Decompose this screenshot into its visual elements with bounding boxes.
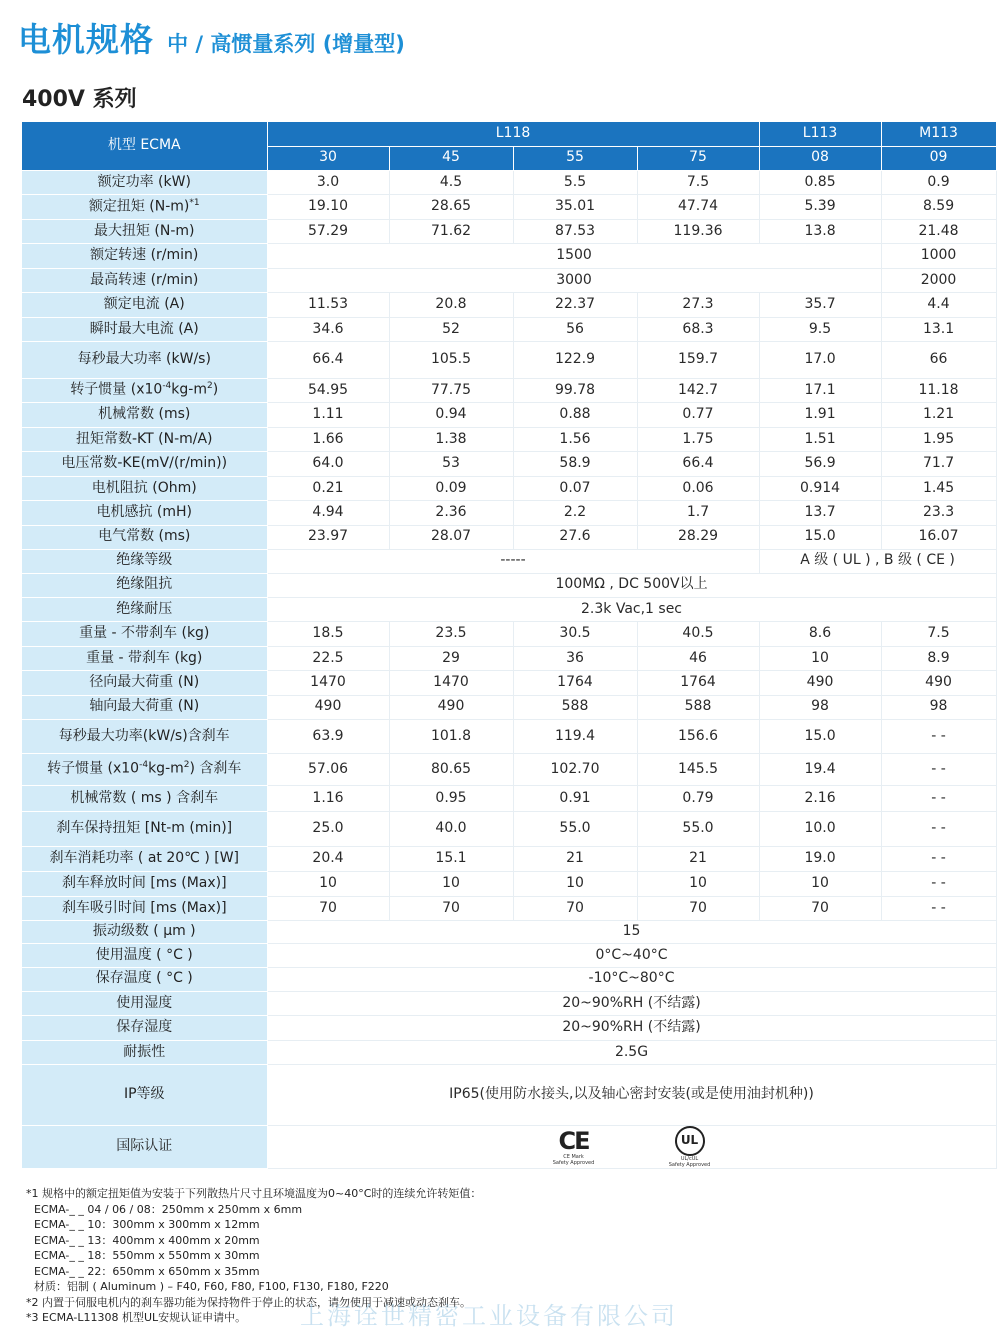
table-cell: 13.1 bbox=[881, 317, 996, 342]
table-cell: - - bbox=[881, 754, 996, 786]
table-cell: 1.16 bbox=[267, 786, 389, 812]
row-label: 电机感抗 (mH) bbox=[22, 501, 267, 526]
table-row bbox=[22, 427, 996, 452]
table-cell: 0.94 bbox=[389, 403, 513, 428]
cert-symbol: UL bbox=[675, 1126, 705, 1156]
table-row bbox=[22, 786, 996, 812]
cert-caption: Safety Approved bbox=[668, 1162, 711, 1168]
table-cell: 1.51 bbox=[759, 427, 881, 452]
table-cell: - - bbox=[881, 872, 996, 897]
table-cell: 40.5 bbox=[637, 622, 759, 647]
row-label: 电压常数-KE(mV/(r/min)) bbox=[22, 452, 267, 477]
table-cell: 70 bbox=[267, 897, 389, 921]
table-cell: 1.11 bbox=[267, 403, 389, 428]
table-cell: 64.0 bbox=[267, 452, 389, 477]
title-sub: 中 / 高惯量系列 (增量型) bbox=[167, 32, 405, 56]
table-row bbox=[22, 525, 996, 549]
table-row bbox=[22, 754, 996, 786]
table-cell: 71.7 bbox=[881, 452, 996, 477]
table-cell: 66.4 bbox=[637, 452, 759, 477]
table-row bbox=[22, 695, 996, 719]
model-label: 机型 ECMA bbox=[22, 122, 267, 170]
row-label: 使用温度 ( °C ) bbox=[22, 944, 267, 968]
table-cell: 2.16 bbox=[759, 786, 881, 812]
table-cell: 1500 bbox=[267, 244, 881, 269]
row-label: IP等级 bbox=[22, 1065, 267, 1126]
table-cell: 0.09 bbox=[389, 476, 513, 501]
table-cell: 122.9 bbox=[513, 342, 637, 379]
table-row bbox=[22, 1040, 996, 1065]
row-label: 轴向最大荷重 (N) bbox=[22, 695, 267, 719]
table-cell: 11.53 bbox=[267, 293, 389, 318]
footnote-line: ECMA-_ _ 13：400mm x 400mm x 20mm bbox=[34, 1233, 260, 1247]
table-cell: 17.1 bbox=[759, 378, 881, 403]
table-cell: - - bbox=[881, 786, 996, 812]
table-cell: 70 bbox=[513, 897, 637, 921]
table-cell: 10 bbox=[389, 872, 513, 897]
row-label: 电气常数 (ms) bbox=[22, 525, 267, 549]
table-cell: - - bbox=[881, 812, 996, 847]
footnote-line: ECMA-_ _ 04 / 06 / 08：250mm x 250mm x 6mm bbox=[34, 1202, 303, 1216]
footnote-line: ECMA-_ _ 22：650mm x 650mm x 35mm bbox=[34, 1264, 260, 1278]
table-row bbox=[22, 501, 996, 526]
table-cell: 20.8 bbox=[389, 293, 513, 318]
table-cell: 7.5 bbox=[881, 622, 996, 647]
table-row bbox=[22, 1065, 996, 1126]
table-cell: 35.7 bbox=[759, 293, 881, 318]
table-cell: 588 bbox=[637, 695, 759, 719]
table-cell: 8.59 bbox=[881, 195, 996, 220]
table-cell: 29 bbox=[389, 646, 513, 671]
table-cell: 54.95 bbox=[267, 378, 389, 403]
table-cell: 1.95 bbox=[881, 427, 996, 452]
table-cell: 47.74 bbox=[637, 195, 759, 220]
table-cell: 34.6 bbox=[267, 317, 389, 342]
row-label: 绝缘等级 bbox=[22, 549, 267, 573]
table-cell: 490 bbox=[881, 671, 996, 696]
table-cell: 19.0 bbox=[759, 847, 881, 872]
row-label: 电机阻抗 (Ohm) bbox=[22, 476, 267, 501]
table-row bbox=[22, 991, 996, 1016]
row-label: 刹车保持扭矩 [Nt-m (min)] bbox=[22, 812, 267, 847]
table-cell: 5.5 bbox=[513, 170, 637, 195]
row-label: 扭矩常数-KT (N-m/A) bbox=[22, 427, 267, 452]
table-cell: 15 bbox=[267, 920, 996, 944]
table-cell: 70 bbox=[759, 897, 881, 921]
footnote-line: ECMA-_ _ 18：550mm x 550mm x 30mm bbox=[34, 1249, 260, 1262]
table-cell: 0.79 bbox=[637, 786, 759, 812]
table-cell: 100MΩ , DC 500V以上 bbox=[267, 573, 996, 597]
table-cell: 9.5 bbox=[759, 317, 881, 342]
table-row bbox=[22, 378, 996, 403]
table-cell: 22.37 bbox=[513, 293, 637, 318]
table-cell: 0.95 bbox=[389, 786, 513, 812]
table-cell: 4.5 bbox=[389, 170, 513, 195]
table-cell: 57.06 bbox=[267, 754, 389, 786]
table-cell: 20.4 bbox=[267, 847, 389, 872]
table-cell: - - bbox=[881, 719, 996, 754]
table-cell: 21 bbox=[513, 847, 637, 872]
table-cell: 490 bbox=[267, 695, 389, 719]
table-row bbox=[22, 219, 996, 244]
table-cell: 99.78 bbox=[513, 378, 637, 403]
table-cell: 1.66 bbox=[267, 427, 389, 452]
table-cell: 57.29 bbox=[267, 219, 389, 244]
cert-caption: UL/cUL bbox=[680, 1156, 699, 1162]
table-cell: 1000 bbox=[881, 244, 996, 269]
table-cell: 5.39 bbox=[759, 195, 881, 220]
table-cell: 2000 bbox=[881, 268, 996, 293]
table-cell: 56 bbox=[513, 317, 637, 342]
table-row bbox=[22, 573, 996, 597]
row-label: 额定转速 (r/min) bbox=[22, 244, 267, 269]
ce-mark-icon bbox=[544, 1128, 604, 1166]
table-cell: 71.62 bbox=[389, 219, 513, 244]
model-subheader: 30 bbox=[267, 146, 389, 170]
model-subheader: 55 bbox=[513, 146, 637, 170]
table-row bbox=[22, 967, 996, 991]
table-cell: 1764 bbox=[637, 671, 759, 696]
exponent: -4 bbox=[162, 381, 172, 392]
table-cell: 20~90%RH (不结露) bbox=[267, 991, 996, 1016]
company-watermark: 上海诠世精密工业设备有限公司 bbox=[300, 1302, 678, 1330]
table-cell: 11.18 bbox=[881, 378, 996, 403]
table-cell: 0.06 bbox=[637, 476, 759, 501]
group-header-l113: L113 bbox=[759, 122, 881, 146]
table-cell: 23.97 bbox=[267, 525, 389, 549]
group-header-l118: L118 bbox=[267, 122, 759, 146]
table-cell: 1470 bbox=[389, 671, 513, 696]
ul-mark-icon bbox=[660, 1126, 720, 1168]
table-cell: 53 bbox=[389, 452, 513, 477]
table-cell: 66 bbox=[881, 342, 996, 379]
table-row bbox=[22, 549, 996, 573]
table-cell: 0.21 bbox=[267, 476, 389, 501]
model-subheader: 08 bbox=[759, 146, 881, 170]
group-header-m113: M113 bbox=[881, 122, 996, 146]
table-cell: 21.48 bbox=[881, 219, 996, 244]
table-cell: 35.01 bbox=[513, 195, 637, 220]
row-label-text: kg-m bbox=[171, 381, 207, 398]
row-label: 重量 - 不带刹车 (kg) bbox=[22, 622, 267, 647]
row-label: 额定功率 (kW) bbox=[22, 170, 267, 195]
title-main: 电机规格 bbox=[18, 20, 154, 59]
table-cell: 0.91 bbox=[513, 786, 637, 812]
table-cell: IP65(使用防水接头,以及轴心密封安装(或是使用油封机种)) bbox=[267, 1065, 996, 1126]
table-cell: ----- bbox=[267, 549, 759, 573]
table-cell: 490 bbox=[389, 695, 513, 719]
table-row bbox=[22, 719, 996, 754]
table-cell: 28.29 bbox=[637, 525, 759, 549]
table-row bbox=[22, 268, 996, 293]
footnote-line: *2 内置于伺服电机内的刹车器功能为保持物件于停止的状态，请勿使用于减速或动态刹车。 bbox=[26, 1295, 471, 1309]
table-row bbox=[22, 244, 996, 269]
table-cell: - - bbox=[881, 847, 996, 872]
series-heading: 400V 系列 bbox=[22, 87, 137, 112]
table-cell: 25.0 bbox=[267, 812, 389, 847]
row-label: 重量 - 带刹车 (kg) bbox=[22, 646, 267, 671]
table-row bbox=[22, 170, 996, 195]
table-cell: 1.75 bbox=[637, 427, 759, 452]
table-row bbox=[22, 317, 996, 342]
table-cell: 0.85 bbox=[759, 170, 881, 195]
table-row bbox=[22, 342, 996, 379]
row-label: 刹车消耗功率 ( at 20℃ ) [W] bbox=[22, 847, 267, 872]
table-cell: 142.7 bbox=[637, 378, 759, 403]
model-subheader: 45 bbox=[389, 146, 513, 170]
table-cell: 28.65 bbox=[389, 195, 513, 220]
table-cell: 68.3 bbox=[637, 317, 759, 342]
row-label: 机械常数 (ms) bbox=[22, 403, 267, 428]
table-row bbox=[22, 1016, 996, 1041]
table-cell: 10.0 bbox=[759, 812, 881, 847]
exponent: -4 bbox=[139, 760, 149, 771]
table-row bbox=[22, 597, 996, 622]
table-cell: 52 bbox=[389, 317, 513, 342]
table-cell: 20~90%RH (不结露) bbox=[267, 1016, 996, 1041]
table-cell: 7.5 bbox=[637, 170, 759, 195]
row-label: 保存温度 ( °C ) bbox=[22, 967, 267, 991]
table-row bbox=[22, 476, 996, 501]
table-row bbox=[22, 671, 996, 696]
footnote-line: *3 ECMA-L11308 机型UL安规认证申请中。 bbox=[26, 1311, 247, 1324]
table-cell: 588 bbox=[513, 695, 637, 719]
table-row bbox=[22, 872, 996, 897]
table-cell: 87.53 bbox=[513, 219, 637, 244]
table-cell: 4.4 bbox=[881, 293, 996, 318]
table-cell: 1764 bbox=[513, 671, 637, 696]
table-cell: 58.9 bbox=[513, 452, 637, 477]
table-cell: 70 bbox=[389, 897, 513, 921]
table-cell: 0.07 bbox=[513, 476, 637, 501]
row-label-text: 转子惯量 (x10 bbox=[47, 761, 140, 778]
table-cell: 3000 bbox=[267, 268, 881, 293]
row-label: 保存湿度 bbox=[22, 1016, 267, 1041]
table-cell: 10 bbox=[513, 872, 637, 897]
table-cell: 23.5 bbox=[389, 622, 513, 647]
table-cell: 102.70 bbox=[513, 754, 637, 786]
footnote-mark: *1 bbox=[189, 197, 200, 208]
table-cell: 98 bbox=[759, 695, 881, 719]
row-label: 耐振性 bbox=[22, 1040, 267, 1065]
row-label: 绝缘阻抗 bbox=[22, 573, 267, 597]
row-label-text: 转子惯量 (x10 bbox=[70, 381, 163, 398]
row-label: 振动级数 ( μm ) bbox=[22, 920, 267, 944]
table-cell: -10°C~80°C bbox=[267, 967, 996, 991]
table-row bbox=[22, 195, 996, 220]
table-cell: 1.91 bbox=[759, 403, 881, 428]
table-cell: 80.65 bbox=[389, 754, 513, 786]
table-cell: 46 bbox=[637, 646, 759, 671]
table-cell: 55.0 bbox=[513, 812, 637, 847]
table-cell: 105.5 bbox=[389, 342, 513, 379]
row-label: 刹车吸引时间 [ms (Max)] bbox=[22, 897, 267, 921]
table-cell: 2.2 bbox=[513, 501, 637, 526]
row-label: 每秒最大功率 (kW/s) bbox=[22, 342, 267, 379]
table-cell: 22.5 bbox=[267, 646, 389, 671]
table-row bbox=[22, 403, 996, 428]
table-cell: 159.7 bbox=[637, 342, 759, 379]
table-cell: 55.0 bbox=[637, 812, 759, 847]
footnote-line: ECMA-_ _ 10：300mm x 300mm x 12mm bbox=[34, 1218, 260, 1231]
table-cell: 70 bbox=[637, 897, 759, 921]
row-label: 最高转速 (r/min) bbox=[22, 268, 267, 293]
model-subheader: 75 bbox=[637, 146, 759, 170]
row-label: 刹车释放时间 [ms (Max)] bbox=[22, 872, 267, 897]
table-row bbox=[22, 847, 996, 872]
table-cell: 119.4 bbox=[513, 719, 637, 754]
table-cell: 490 bbox=[759, 671, 881, 696]
table-cell: 156.6 bbox=[637, 719, 759, 754]
table-cell: 2.5G bbox=[267, 1040, 996, 1065]
row-label: 机械常数 ( ms ) 含刹车 bbox=[22, 786, 267, 812]
row-label: 使用湿度 bbox=[22, 991, 267, 1016]
table-row bbox=[22, 1126, 996, 1169]
row-label-text: kg-m bbox=[148, 761, 184, 778]
table-cell: 1470 bbox=[267, 671, 389, 696]
table-cell: 8.6 bbox=[759, 622, 881, 647]
table-cell: 40.0 bbox=[389, 812, 513, 847]
table-cell: 1.56 bbox=[513, 427, 637, 452]
table-cell: 10 bbox=[759, 646, 881, 671]
table-cell: 27.3 bbox=[637, 293, 759, 318]
table-cell: 19.10 bbox=[267, 195, 389, 220]
table-row bbox=[22, 944, 996, 968]
table-cell: 10 bbox=[267, 872, 389, 897]
table-cell: 145.5 bbox=[637, 754, 759, 786]
table-cell: 0°C~40°C bbox=[267, 944, 996, 968]
table-cell: - - bbox=[881, 897, 996, 921]
table-cell: 63.9 bbox=[267, 719, 389, 754]
cert-caption: CE Mark bbox=[563, 1154, 584, 1161]
table-row bbox=[22, 622, 996, 647]
model-subheader: 09 bbox=[881, 146, 996, 170]
table-cell: 19.4 bbox=[759, 754, 881, 786]
table-cell: 27.6 bbox=[513, 525, 637, 549]
table-row bbox=[22, 897, 996, 921]
table-cell: 36 bbox=[513, 646, 637, 671]
table-cell: 2.36 bbox=[389, 501, 513, 526]
table-row bbox=[22, 452, 996, 477]
row-label: 最大扭矩 (N-m) bbox=[22, 219, 267, 244]
table-cell: 28.07 bbox=[389, 525, 513, 549]
table-cell: 23.3 bbox=[881, 501, 996, 526]
table-cell: 1.7 bbox=[637, 501, 759, 526]
footnote-line: 材质：铝制 ( Aluminum ) – F40, F60, F80, F100, F130, F180, F220 bbox=[34, 1280, 389, 1293]
table-row bbox=[22, 646, 996, 671]
row-label bbox=[22, 754, 267, 786]
table-cell: 13.7 bbox=[759, 501, 881, 526]
table-row bbox=[22, 812, 996, 847]
spec-table bbox=[22, 122, 997, 1169]
table-cell: 17.0 bbox=[759, 342, 881, 379]
table-cell: 2.3k Vac,1 sec bbox=[267, 597, 996, 622]
cert-caption: Safety Approved bbox=[552, 1160, 595, 1167]
row-label bbox=[22, 378, 267, 403]
table-cell: 15.0 bbox=[759, 719, 881, 754]
table-cell: 56.9 bbox=[759, 452, 881, 477]
table-cell: 0.88 bbox=[513, 403, 637, 428]
row-label: 径向最大荷重 (N) bbox=[22, 671, 267, 696]
table-cell: 1.38 bbox=[389, 427, 513, 452]
footnote-line: *1 规格中的额定扭矩值为安装于下列散热片尺寸且环境温度为0~40°C时的连续允许转矩值： bbox=[26, 1187, 482, 1200]
table-cell: 1.45 bbox=[881, 476, 996, 501]
table-row bbox=[22, 293, 996, 318]
table-cell: 77.75 bbox=[389, 378, 513, 403]
row-label-text: 额定扭矩 (N-m) bbox=[88, 198, 190, 215]
table-cell: 98 bbox=[881, 695, 996, 719]
table-cell: 13.8 bbox=[759, 219, 881, 244]
table-cell: 66.4 bbox=[267, 342, 389, 379]
row-label-text: ) 含刹车 bbox=[189, 761, 242, 778]
exponent: 2 bbox=[183, 760, 190, 771]
table-cell: 21 bbox=[637, 847, 759, 872]
table-cell: 119.36 bbox=[637, 219, 759, 244]
table-cell: 10 bbox=[759, 872, 881, 897]
table-cell: 0.914 bbox=[759, 476, 881, 501]
row-label: 绝缘耐压 bbox=[22, 597, 267, 622]
table-cell: 1.21 bbox=[881, 403, 996, 428]
exponent: 2 bbox=[206, 381, 213, 392]
cert-cell bbox=[267, 1126, 996, 1169]
table-cell: A 级 ( UL ) , B 级 ( CE ) bbox=[759, 549, 996, 573]
table-cell: 101.8 bbox=[389, 719, 513, 754]
row-label: 瞬时最大电流 (A) bbox=[22, 317, 267, 342]
table-cell: 30.5 bbox=[513, 622, 637, 647]
row-label-text: ) bbox=[212, 381, 219, 398]
table-cell: 3.0 bbox=[267, 170, 389, 195]
table-row bbox=[22, 920, 996, 944]
row-label: 国际认证 bbox=[22, 1126, 267, 1169]
row-label: 每秒最大功率(kW/s)含刹车 bbox=[22, 719, 267, 754]
row-label bbox=[22, 195, 267, 220]
table-cell: 8.9 bbox=[881, 646, 996, 671]
table-cell: 10 bbox=[637, 872, 759, 897]
page-title bbox=[18, 14, 405, 61]
table-cell: 16.07 bbox=[881, 525, 996, 549]
table-cell: 0.77 bbox=[637, 403, 759, 428]
table-cell: 4.94 bbox=[267, 501, 389, 526]
cert-symbol: CE bbox=[558, 1126, 589, 1155]
table-cell: 0.9 bbox=[881, 170, 996, 195]
table-cell: 18.5 bbox=[267, 622, 389, 647]
row-label: 额定电流 (A) bbox=[22, 293, 267, 318]
table-cell: 15.0 bbox=[759, 525, 881, 549]
table-cell: 15.1 bbox=[389, 847, 513, 872]
